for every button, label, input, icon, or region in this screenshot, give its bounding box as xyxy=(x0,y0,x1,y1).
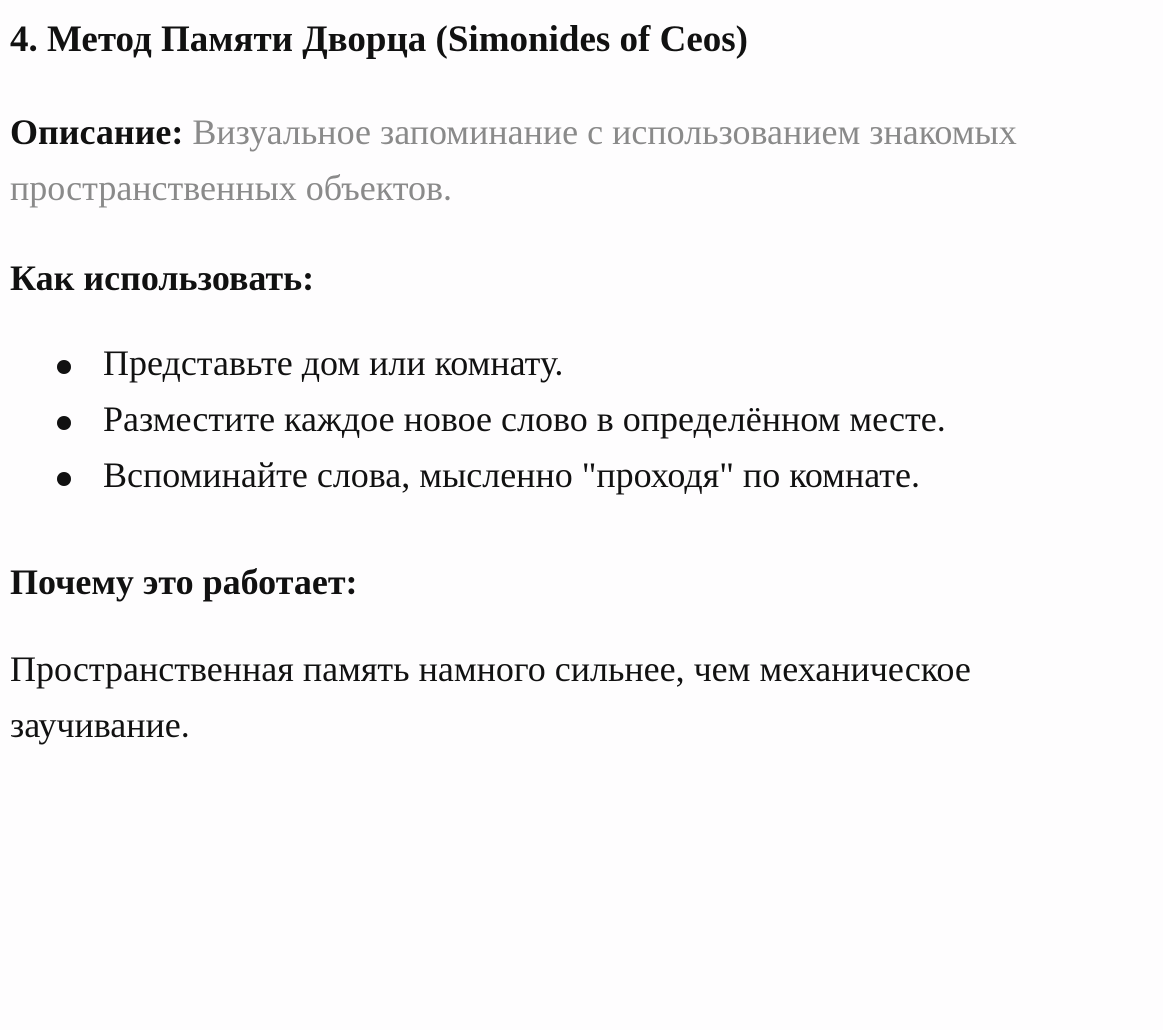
why-it-works-text: Пространственная память намного сильнее, чем механическое заучивание. xyxy=(10,649,971,745)
step-text: Вспоминайте слова, мысленно "проходя" по комнате. xyxy=(103,455,920,495)
description-label: Описание: xyxy=(10,112,184,152)
description-text: Визуальное запоминание с использованием знакомых пространственных объектов. xyxy=(10,112,1017,208)
list-item xyxy=(0,447,946,503)
section-title: 4. Метод Памяти Дворца (Simonides of Ceos) xyxy=(10,19,748,60)
list-item xyxy=(0,335,946,391)
description-paragraph xyxy=(10,104,1150,216)
bullet-icon xyxy=(57,416,71,430)
step-text: Представьте дом или комнату. xyxy=(103,343,564,383)
bullet-icon xyxy=(57,472,71,486)
step-text: Разместите каждое новое слово в определённом месте. xyxy=(103,399,946,439)
bullet-icon xyxy=(57,360,71,374)
why-it-works-heading: Почему это работает: xyxy=(10,562,358,602)
list-item xyxy=(0,391,946,447)
steps-list xyxy=(0,335,946,503)
how-to-use-heading: Как использовать: xyxy=(10,258,315,298)
